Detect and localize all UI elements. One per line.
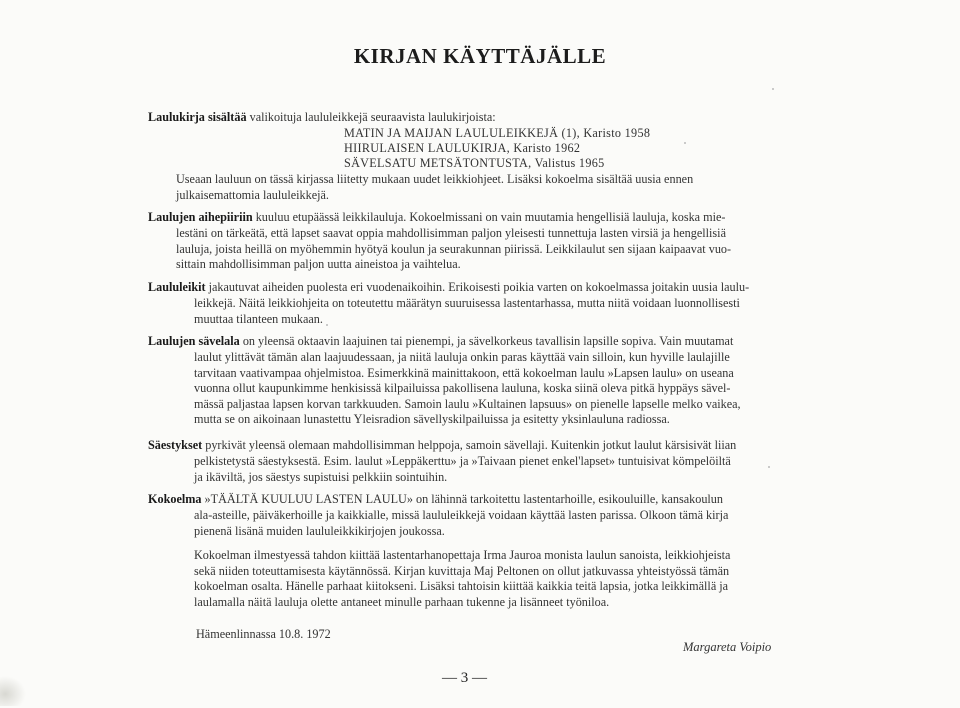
paper-speck bbox=[772, 88, 774, 90]
paragraph-intro bbox=[148, 110, 496, 126]
text-line: jakautuvat aiheiden puolesta eri vuodenaikoihin. Erikoisesti poikia varten on kokoelmassa joitakin uusia laulu- bbox=[208, 280, 750, 294]
text-line: julkaisemattomia laululeikkejä. bbox=[176, 187, 329, 202]
source-book-2: HIIRULAISEN LAULUKIRJA, Karisto 1962 bbox=[344, 141, 581, 155]
paragraph-lead: Laulujen aihepiiriin bbox=[148, 210, 253, 224]
text-line: lauluja, joista heillä on myöhemmin hyötyä koulun ja seurakunnan piirissä. Leikkilaulut sen sijaan kaipaavat vuo- bbox=[176, 241, 732, 256]
paragraph-collection bbox=[148, 492, 723, 508]
text-line: mutta se on aikoinaan lunastettu Yleisradion sävellyskilpailuissa ja esitetty yksinlauluna radiossa. bbox=[194, 412, 670, 427]
text-line: laulut ylittävät tämän alan laajuudessaan, ja niitä lauluja onkin paras käyttää vain silloin, kun hyville laulajille bbox=[194, 350, 730, 364]
paragraph-accompaniment bbox=[148, 438, 736, 454]
text-line: muuttaa tilanteen mukaan. bbox=[194, 311, 323, 326]
text-line: kuuluu etupäässä leikkilauluja. Kokoelmissani on vain muutamia hengellisiä lauluja, koska mie- bbox=[255, 210, 726, 224]
page-title: KIRJAN KÄYTTÄJÄLLE bbox=[353, 44, 607, 68]
paragraph-lead: Kokoelma bbox=[148, 492, 202, 506]
text-line: leikkejä. Näitä leikkiohjeita on toteutettu määrätyn suuruisessa lastentarhassa, mutta niitä voidaan luonnollisesti bbox=[194, 296, 740, 310]
paper-smudge bbox=[0, 676, 26, 706]
paragraph-collection-body bbox=[194, 508, 728, 539]
text-line: kokoelman osalta. Hänelle parhaat kiitokseni. Lisäksi tahtoisin kiittää kaikkia teitä lapsia, jotka leikkimällä ja bbox=[194, 579, 729, 594]
paragraph-games-body bbox=[194, 296, 740, 327]
paper-speck bbox=[326, 324, 328, 326]
paragraph-lead: Laulujen sävelala bbox=[148, 334, 240, 348]
paragraph-games bbox=[148, 280, 749, 296]
page-number: — 3 — bbox=[442, 670, 487, 686]
text-line: sekä niiden toteuttamisesta käytännössä. Kirjan kuvittaja Maj Peltonen on ollut jatkuvassa yhteistyössä tämän bbox=[194, 563, 730, 578]
paragraph-range-body bbox=[194, 350, 741, 428]
paragraph-thanks bbox=[194, 548, 730, 610]
paragraph-accompaniment-body bbox=[194, 454, 731, 485]
text-line: pelkistetystä säestyksestä. Esim. laulut »Leppäkerttu» ja »Taivaan pienet enkel'lapset» tuntuisivat kömpelöiltä bbox=[194, 454, 731, 468]
text-line: mässä paljastaa lapsen korvan tarkkuuden. Samoin laulu »Kultainen lapsuus» on pienelle lapselle melko vaikea, bbox=[194, 396, 741, 411]
text-line: on yleensä oktaavin laajuinen tai pienempi, ja sävelkorkeus tavallisin lapsille sopiva. Vain muutamat bbox=[242, 334, 734, 348]
paper-speck bbox=[684, 142, 686, 144]
text-line: sittain mahdollisimman paljon uutta aineistoa ja vaihtelua. bbox=[176, 257, 461, 272]
paragraph-intro-tail bbox=[176, 172, 693, 203]
text-line: laulamalla näitä lauluja olette antaneet minulle parhaan tukenne ja lisänneet työniloa. bbox=[194, 594, 610, 609]
text-line: vuonna ollut kaupunkimme henkisissä kilpailuissa pakollisena lauluna, koska siinä oleva pitkä hyppäys sävel- bbox=[194, 381, 731, 396]
text-line: Useaan lauluun on tässä kirjassa liitetty mukaan uudet leikkiohjeet. Lisäksi kokoelma sisältää uusia ennen bbox=[176, 172, 694, 186]
source-book-1: MATIN JA MAIJAN LAULULEIKKEJÄ (1), Karisto 1958 bbox=[344, 126, 651, 140]
paper-speck bbox=[768, 466, 770, 468]
paragraph-themes bbox=[148, 210, 725, 226]
paragraph-themes-body bbox=[176, 226, 731, 273]
text-line: Kokoelman ilmestyessä tahdon kiittää lastentarhanopettaja Irma Jauroa monista laulun sanoista, leikkiohjeista bbox=[194, 548, 731, 562]
text-line: ala-asteille, päiväkerhoille ja kaikkialle, missä laululeikkejä voidaan käyttää lasten parissa. Olkoon tämä kirja bbox=[194, 508, 729, 522]
text-line: pienenä lisänä muiden laululeikkikirjojen joukossa. bbox=[194, 523, 445, 538]
text-line: ja ikäviltä, jos säestys supistuisi pelkkiin sointuihin. bbox=[194, 469, 448, 484]
paragraph-lead: Säestykset bbox=[148, 438, 203, 452]
author-signature: Margareta Voipio bbox=[683, 640, 772, 654]
source-book-3: SÄVELSATU METSÄTONTUSTA, Valistus 1965 bbox=[344, 156, 605, 170]
text-line: »TÄÄLTÄ KUULUU LASTEN LAULU» on lähinnä tarkoitettu lastentarhoille, esikouluille, kansakoulun bbox=[204, 492, 723, 506]
paragraph-lead: Laululeikit bbox=[148, 280, 206, 294]
paragraph-range bbox=[148, 334, 733, 350]
text-line: tarvitaan vaativampaa ohjelmistoa. Esimerkkinä mainittakoon, että kokoelman laulu »Lapsen laulu» on useana bbox=[194, 365, 734, 380]
paragraph-lead: Laulukirja sisältää bbox=[148, 110, 247, 124]
paragraph-text: valikoituja laululeikkejä seuraavista laulukirjoista: bbox=[249, 110, 496, 124]
place-date: Hämeenlinnassa 10.8. 1972 bbox=[196, 627, 331, 641]
text-line: pyrkivät yleensä olemaan mahdollisimman helppoja, samoin sävellaji. Kuitenkin jotkut laulut kärsisivät liian bbox=[205, 438, 737, 452]
text-line: lestäni on tärkeätä, että lapset saavat oppia mahdollisimman paljon yleisesti tunnettuja lasten virsiä ja hengellisiä bbox=[176, 226, 726, 240]
